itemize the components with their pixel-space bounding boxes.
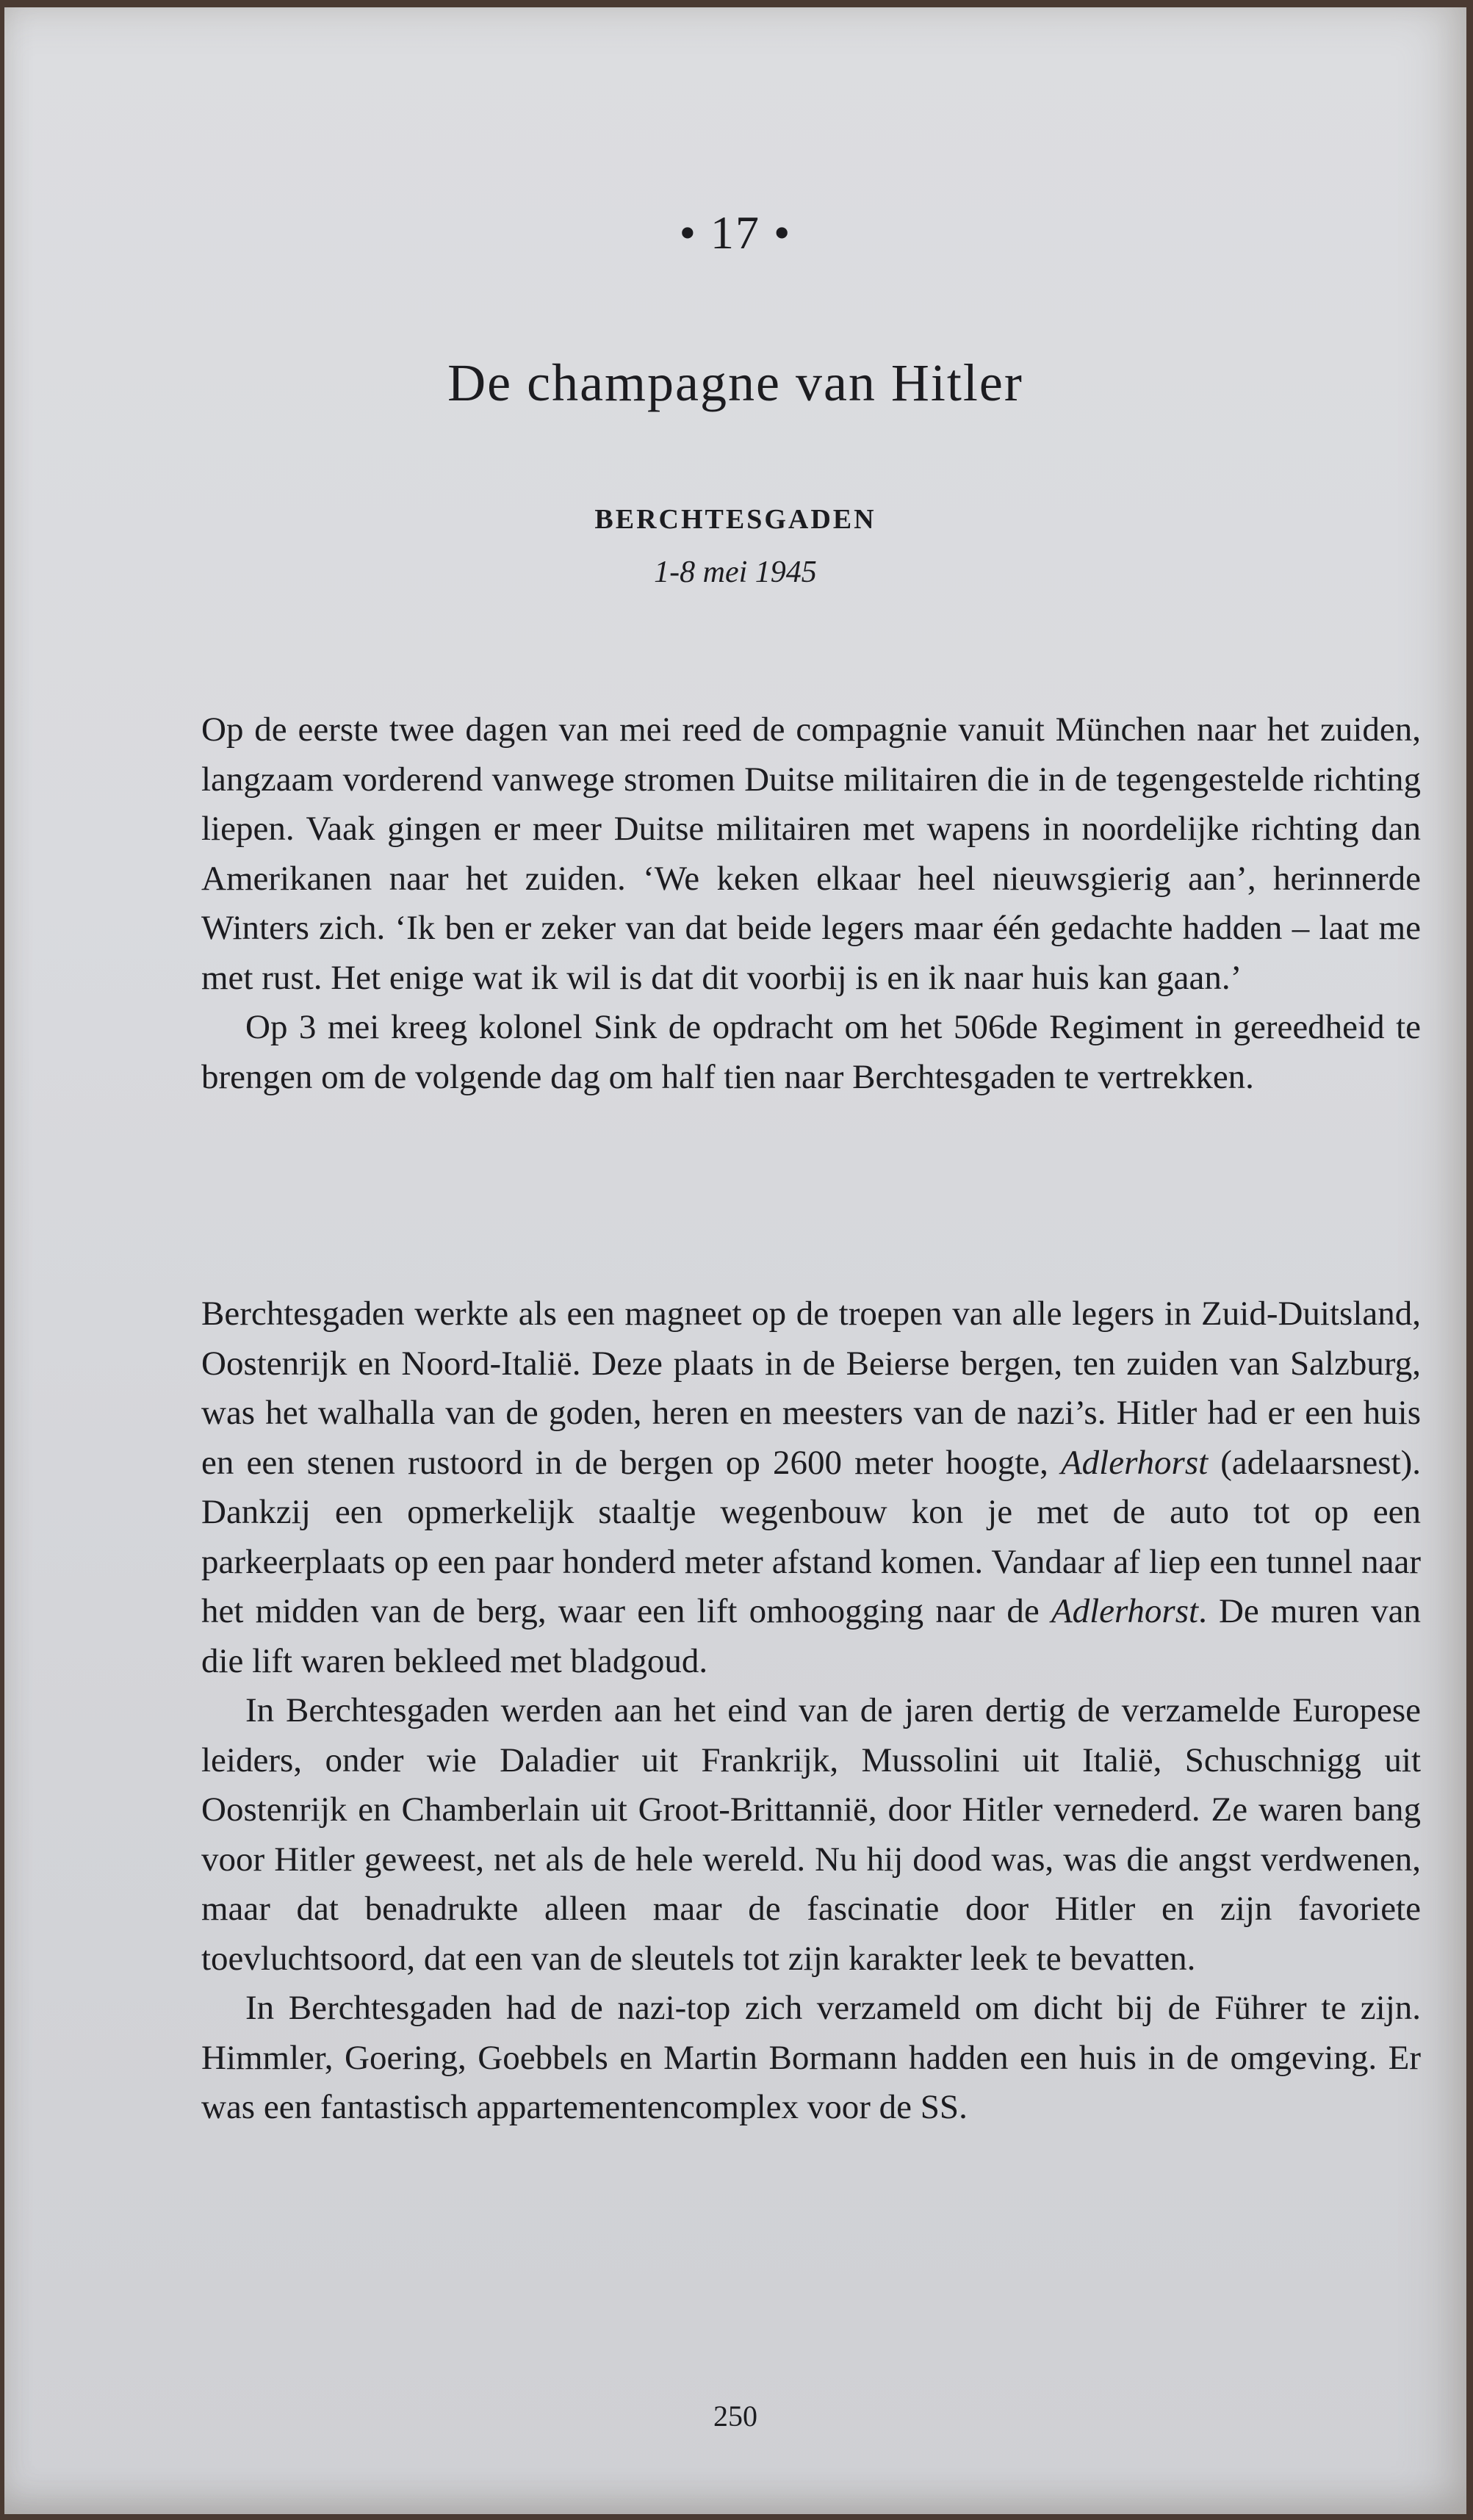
body-section-1 bbox=[201, 705, 1421, 1102]
paragraph-text: . De muren van die lift waren bekleed met bladgoud. bbox=[201, 1592, 1422, 1680]
italic-term: Adlerhorst bbox=[1051, 1592, 1199, 1630]
paragraph-text: (adelaarsnest). Dankzij een opmerkelijk staaltje wegenbouw kon je met de auto tot op een parkeerplaats op een paar honderd meter afstand komen. Vandaar af liep een tunnel naar het midden van de berg, waar een lift omhoogging naar de bbox=[201, 1443, 1421, 1630]
paragraph-text: Berchtesgaden werkte als een magneet op de troepen van alle legers in Zuid-Duitsland, Oostenrijk en Noord-Italië. Deze plaats in de Beierse bergen, ten zuiden van Salzburg, was het walhalla van de goden, heren en meesters van de nazi’s. Hitler had er een huis en een stenen rustoord in de bergen op 2600 meter hoogte, bbox=[201, 1295, 1421, 1482]
chapter-number: • 17 • bbox=[679, 206, 792, 259]
section-date: 1-8 mei 1945 bbox=[654, 555, 817, 589]
paragraph: In Berchtesgaden had de nazi-top zich verzameld om dicht bij de Führer te zijn. Himmler, Goering, Goebbels en Martin Bormann hadden een huis in de omgeving. Er was een fantastisch appartementencomplex voor de SS. bbox=[201, 1989, 1421, 2126]
italic-term: Adlerhorst bbox=[1060, 1443, 1209, 1482]
paragraph bbox=[201, 1289, 1421, 1686]
section-location: BERCHTESGADEN bbox=[594, 504, 876, 535]
book-page bbox=[4, 7, 1466, 2514]
body-section-2 bbox=[201, 1289, 1421, 2133]
paragraph: Op 3 mei kreeg kolonel Sink de opdracht om het 506de Regiment in gereedheid te brengen om de volgende dag om half tien naar Berchtesgaden te vertrekken. bbox=[201, 1008, 1421, 1096]
chapter-title: De champagne van Hitler bbox=[447, 353, 1023, 412]
paragraph: In Berchtesgaden werden aan het eind van de jaren dertig de verzamelde Europese leiders, onder wie Daladier uit Frankrijk, Mussolini uit Italië, Schuschnigg uit Oostenrijk en Chamberlain uit Groot-Brittannië, door Hitler vernederd. Ze waren bang voor Hitler geweest, net als de hele wereld. Nu hij dood was, was die angst verdwenen, maar dat benadrukte alleen maar de fascinatie door Hitler en zijn favoriete toevluchtsoord, dat een van de sleutels tot zijn karakter leek te bevatten. bbox=[201, 1691, 1421, 1978]
page-number: 250 bbox=[713, 2400, 757, 2433]
paragraph: Op de eerste twee dagen van mei reed de compagnie vanuit München naar het zuiden, langzaam vorderend vanwege stromen Duitse militairen die in de tegengestelde richting liepen. Vaak gingen er meer Duitse militairen met wapens in noordelijke richting dan Amerikanen naar het zuiden. ‘We keken elkaar heel nieuwsgierig aan’, herinnerde Winters zich. ‘Ik ben er zeker van dat beide legers maar één gedachte hadden – laat me met rust. Het enige wat ik wil is dat dit voorbij is en ik naar huis kan gaan.’ bbox=[201, 710, 1421, 997]
